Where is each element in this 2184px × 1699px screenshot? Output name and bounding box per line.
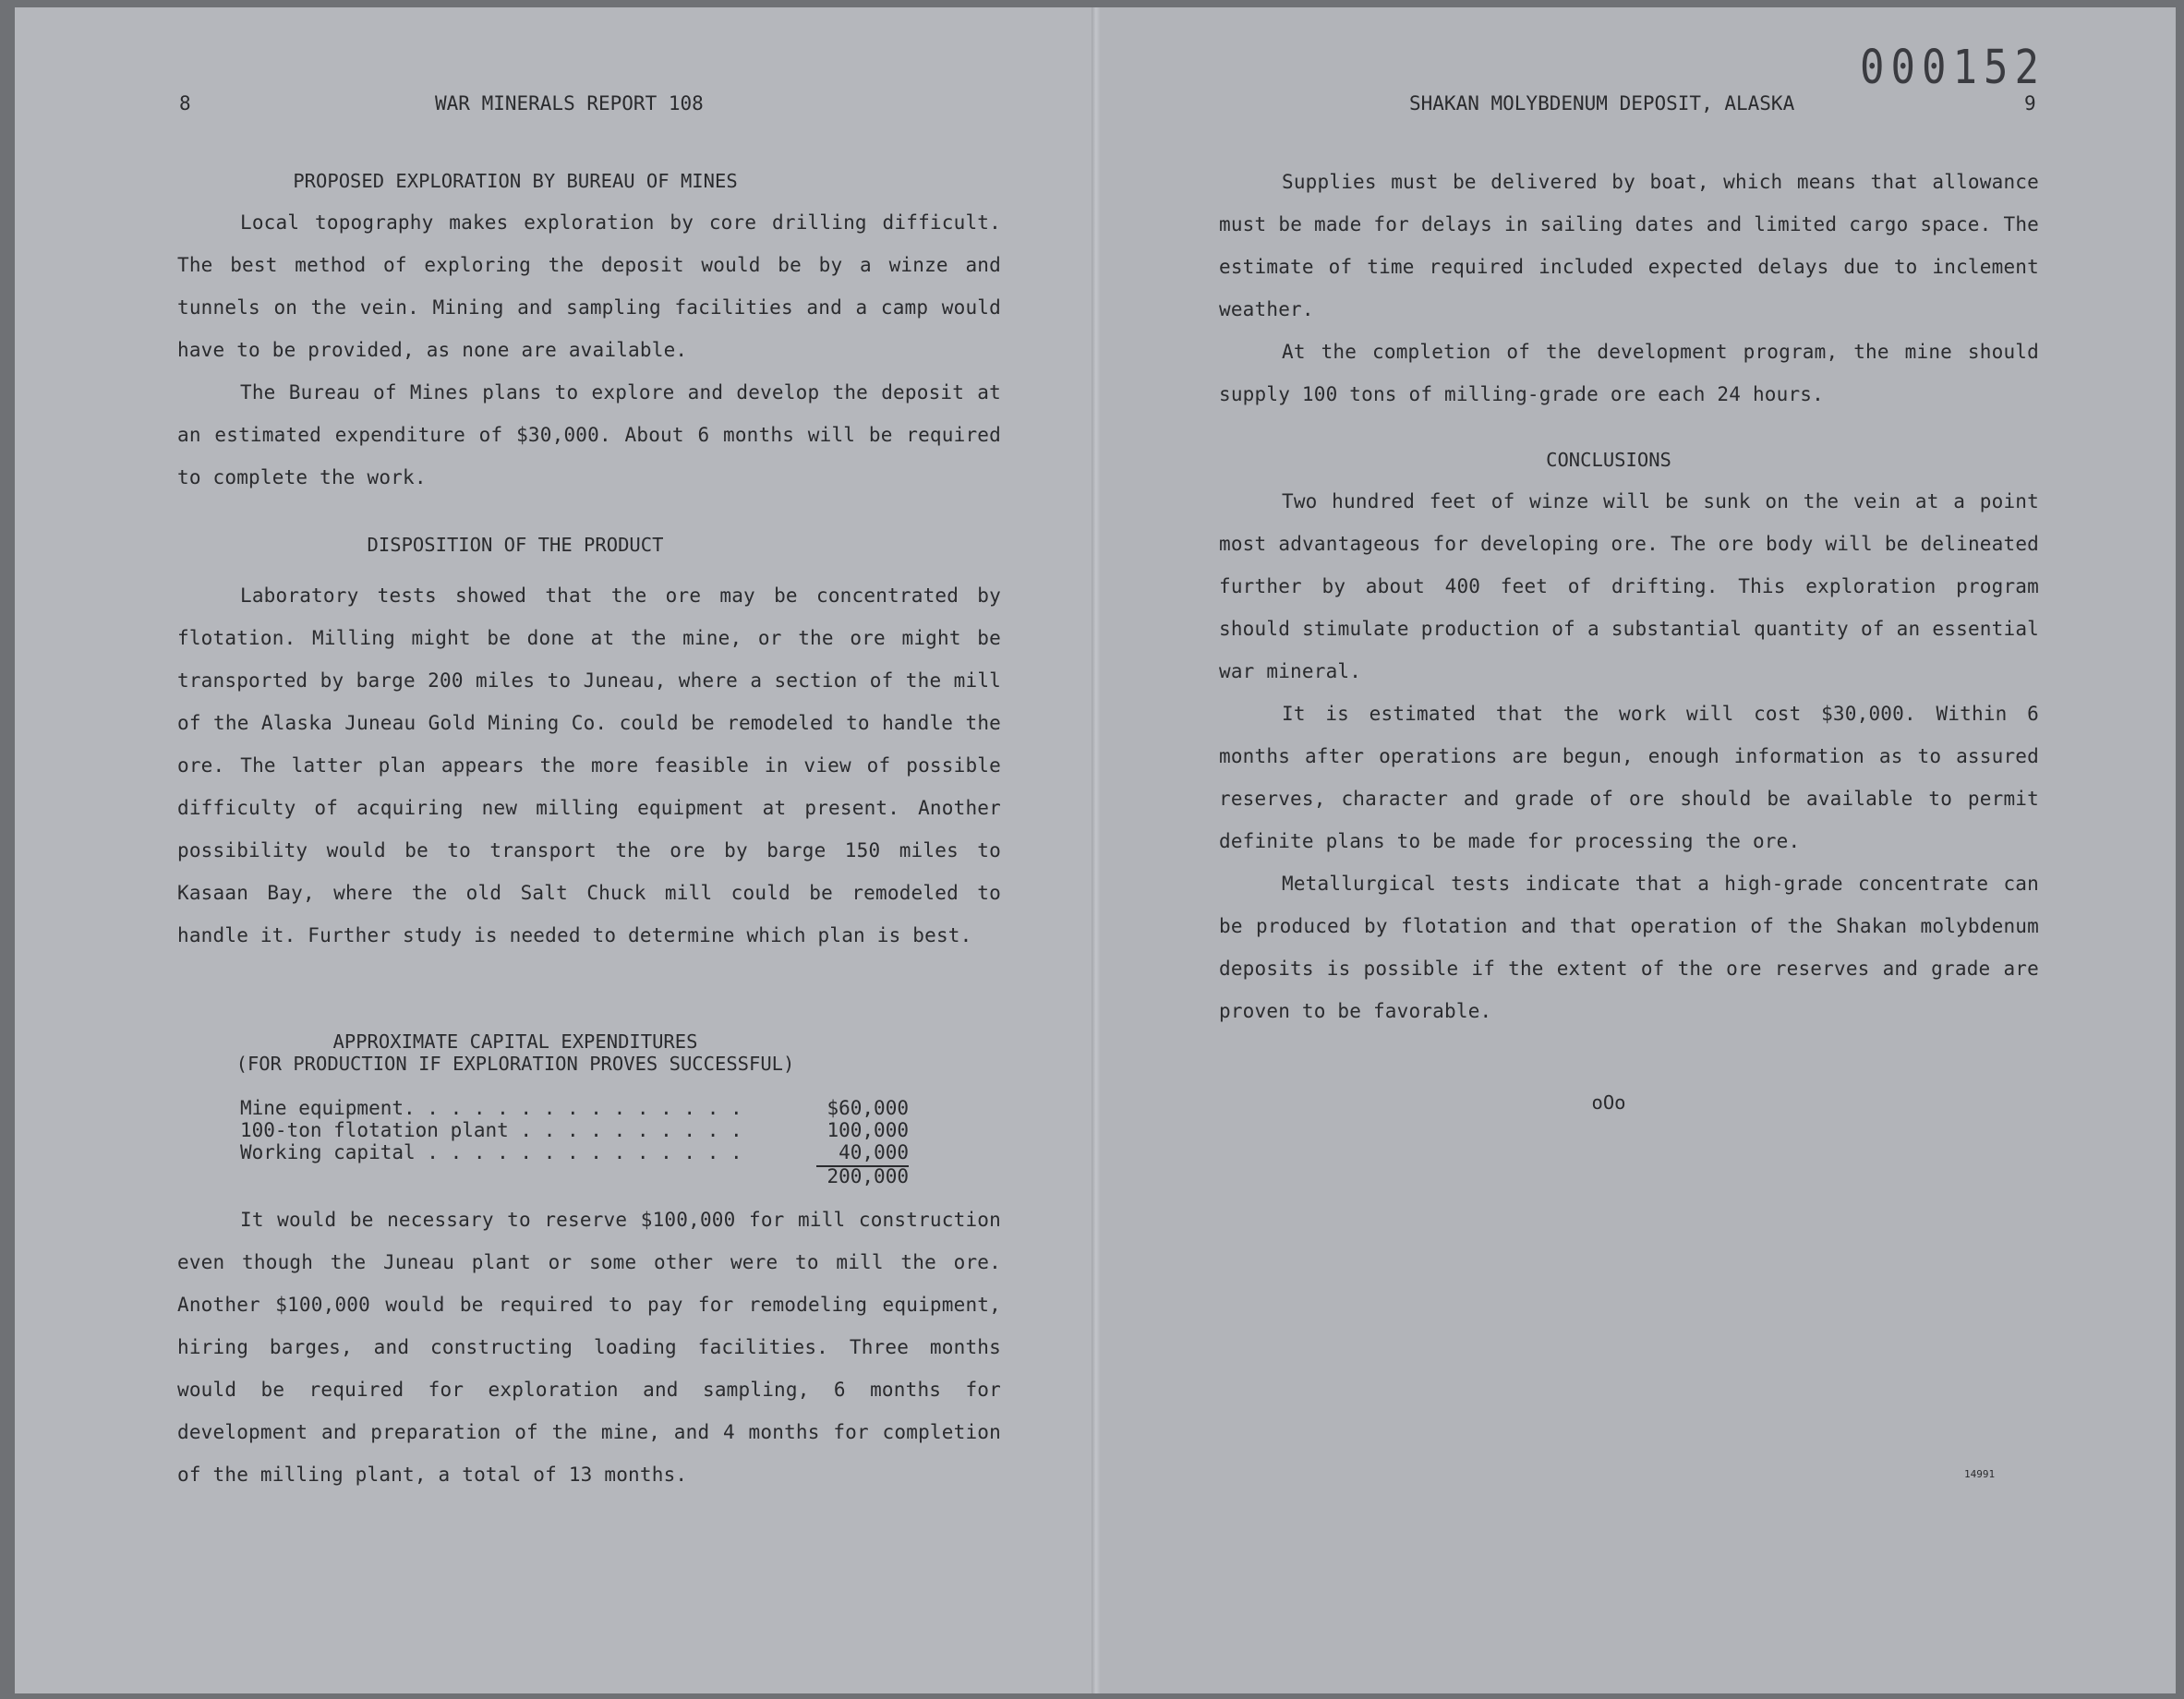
- table-row: [240, 1097, 909, 1119]
- table-row: [240, 1141, 909, 1163]
- paragraph: Metallurgical tests indicate that a high-grade concentrate can be produced by flotation and that operation of the Shakan molybdenum deposits is possible if the extent of the ore reserves and grade are proven to be favorable.: [1219, 873, 2039, 1022]
- paragraph: Local topography makes exploration by core drilling difficult. The best method of exploring the deposit would be by a winze and tunnels on the vein. Mining and sampling facilities and a camp would have to be provided, as none are available.: [177, 211, 1001, 361]
- row-amount: 40,000: [839, 1141, 909, 1163]
- row-label: 100-ton flotation plant . . . . . . . . . .: [240, 1119, 742, 1141]
- section-conclusions: [1219, 480, 2039, 1032]
- heading-conclusions: CONCLUSIONS: [1546, 449, 1671, 471]
- paragraph: It would be necessary to reserve $100,000 for mill construction even though the Juneau plant or some other were to mill the ore. Another $100,000 would be required to pay for remodeling equipment, hiring barges, and constructing loading facilities. Three months would be required for exploration and sampling, 6 months for development and preparation of the mine, and 4 months for completion of the milling plant, a total of 13 months.: [177, 1209, 1001, 1486]
- paragraph: Laboratory tests showed that the ore may be concentrated by flotation. Milling might be done at the mine, or the ore might be transported by barge 200 miles to Juneau, where a section of the mill of the Alaska Juneau Gold Mining Co. could be remodeled to handle the ore. The latter plan appears the more feasible in view of possible difficulty of acquiring new milling equipment at present. Another possibility would be to transport the ore by barge 150 miles to Kasaan Bay, where the old Salt Chuck mill could be remodeled to handle it. Further study is needed to determine which plan is best.: [177, 584, 1001, 946]
- section-supplies: [1219, 161, 2039, 416]
- document-stamp-number: 000152: [1860, 41, 2045, 95]
- footer-code: 14991: [1964, 1468, 1996, 1480]
- section-disposition: [177, 574, 1001, 957]
- table-row: [240, 1119, 909, 1141]
- paragraph: Supplies must be delivered by boat, which means that allowance must be made for delays in sailing dates and limited cargo space. The estimate of time required included expected delays due to inclement weather.: [1219, 171, 2039, 320]
- section-mill-reserve: [177, 1199, 1001, 1496]
- right-running-header: SHAKAN MOLYBDENUM DEPOSIT, ALASKA: [1409, 92, 1795, 114]
- heading-disposition: DISPOSITION OF THE PRODUCT: [367, 534, 664, 556]
- heading-proposed-exploration: PROPOSED EXPLORATION BY BUREAU OF MINES: [293, 170, 738, 192]
- table-total-row: [240, 1165, 909, 1187]
- table-title: APPROXIMATE CAPITAL EXPENDITURES: [332, 1030, 698, 1053]
- section-proposed-exploration: [177, 201, 1001, 499]
- end-mark: oOo: [1591, 1091, 1626, 1114]
- row-amount: 100,000: [827, 1119, 909, 1141]
- left-page-number: 8: [179, 92, 191, 114]
- row-label: Mine equipment. . . . . . . . . . . . . . .: [240, 1097, 742, 1119]
- paragraph: The Bureau of Mines plans to explore and develop the deposit at an estimated expenditure of $30,000. About 6 months will be required to complete the work.: [177, 381, 1001, 488]
- capital-expenditures-table: [240, 1097, 909, 1187]
- left-running-header: WAR MINERALS REPORT 108: [435, 92, 704, 114]
- table-total: 200,000: [827, 1165, 909, 1187]
- paragraph: Two hundred feet of winze will be sunk on the vein at a point most advantageous for developing ore. The ore body will be delineated further by about 400 feet of drifting. This exploration program should stimulate production of a substantial quantity of an essential war mineral.: [1219, 490, 2039, 682]
- right-page: [1101, 7, 2176, 1693]
- document-spread: [15, 7, 2176, 1693]
- paragraph: It is estimated that the work will cost $30,000. Within 6 months after operations are begun, enough information as to assured reserves, character and grade of ore should be available to permit definite plans to be made for processing the ore.: [1219, 703, 2039, 852]
- row-amount: $60,000: [827, 1097, 909, 1119]
- right-page-number: 9: [2024, 92, 2036, 114]
- row-label: Working capital . . . . . . . . . . . . . .: [240, 1141, 742, 1163]
- paragraph: At the completion of the development program, the mine should supply 100 tons of milling-grade ore each 24 hours.: [1219, 341, 2039, 405]
- left-page: [15, 7, 1095, 1693]
- table-subtitle: (FOR PRODUCTION IF EXPLORATION PROVES SUCCESSFUL): [235, 1053, 795, 1075]
